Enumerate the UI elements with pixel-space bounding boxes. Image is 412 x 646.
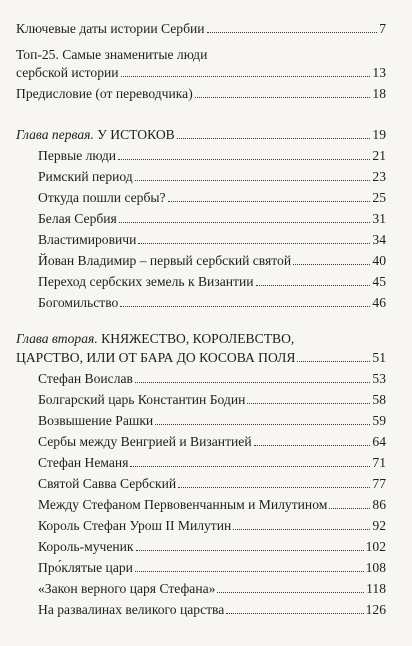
toc-entry-title: Святой Савва Сербский bbox=[38, 476, 177, 491]
chapter-heading bbox=[16, 349, 386, 366]
toc-entry bbox=[16, 64, 386, 81]
toc-entry bbox=[38, 454, 386, 471]
toc-entry-title: Про́клятые цари bbox=[38, 560, 133, 575]
leader-dots bbox=[121, 76, 371, 77]
toc-entry-title: Король-мученик bbox=[38, 539, 134, 554]
chapter-heading-line1 bbox=[16, 330, 294, 347]
toc-entry-title: Возвышение Рашки bbox=[38, 413, 154, 428]
toc-entry-page: 64 bbox=[372, 434, 386, 449]
toc-entry-title: Переход сербских земель к Византии bbox=[38, 274, 254, 289]
toc-entry-page: 77 bbox=[372, 476, 386, 491]
toc-entry-page: 51 bbox=[372, 350, 386, 365]
leader-dots bbox=[256, 285, 371, 286]
toc-entry-page: 21 bbox=[372, 148, 386, 163]
toc-entry-title: Ключевые даты истории Сербии bbox=[16, 21, 205, 36]
leader-dots bbox=[135, 180, 371, 181]
leader-dots bbox=[155, 424, 370, 425]
chapter-label: Глава вторая. bbox=[16, 331, 98, 346]
chapter-label: Глава первая. bbox=[16, 127, 94, 142]
chapter-heading bbox=[16, 126, 386, 143]
chapter-title: ЦАРСТВО, ИЛИ ОТ БАРА ДО КОСОВА ПОЛЯ bbox=[16, 350, 296, 365]
toc-entry-page: 102 bbox=[365, 539, 386, 554]
toc-entry-page: 40 bbox=[372, 253, 386, 268]
leader-dots bbox=[168, 201, 371, 202]
toc-entry-title: Предисловие (от переводчика) bbox=[16, 86, 193, 101]
leader-dots bbox=[233, 529, 370, 530]
leader-dots bbox=[136, 550, 364, 551]
toc-entry-page: 19 bbox=[372, 127, 386, 142]
toc-entry-page: 108 bbox=[365, 560, 386, 575]
toc-entry bbox=[16, 20, 386, 37]
toc-entry-title: Король Стефан Урош II Милутин bbox=[38, 518, 232, 533]
leader-dots bbox=[118, 159, 370, 160]
leader-dots bbox=[217, 592, 364, 593]
toc-entry bbox=[38, 538, 386, 555]
toc-entry bbox=[38, 273, 386, 290]
leader-dots bbox=[120, 306, 370, 307]
leader-dots bbox=[130, 466, 370, 467]
toc-entry-title: Первые люди bbox=[38, 148, 117, 163]
leader-dots bbox=[177, 138, 371, 139]
toc-entry-title: Властимировичи bbox=[38, 232, 137, 247]
toc-entry-page: 92 bbox=[372, 518, 386, 533]
leader-dots bbox=[195, 97, 371, 98]
leader-dots bbox=[178, 487, 370, 488]
toc-entry bbox=[38, 433, 386, 450]
leader-dots bbox=[138, 243, 370, 244]
toc-entry bbox=[38, 231, 386, 248]
toc-entry-page: 58 bbox=[372, 392, 386, 407]
toc-entry-title: Откуда пошли сербы? bbox=[38, 190, 166, 205]
chapter-title: КНЯЖЕСТВО, КОРОЛЕВСТВО, bbox=[101, 331, 295, 346]
toc-entry bbox=[38, 210, 386, 227]
toc-entry-page: 23 bbox=[372, 169, 386, 184]
toc-entry-page: 118 bbox=[366, 581, 386, 596]
leader-dots bbox=[135, 382, 370, 383]
leader-dots bbox=[329, 508, 370, 509]
leader-dots bbox=[135, 571, 364, 572]
toc-entry bbox=[38, 252, 386, 269]
toc-entry-title: сербской истории bbox=[16, 65, 119, 80]
toc-entry-title: Белая Сербия bbox=[38, 211, 117, 226]
toc-entry-title: Болгарский царь Константин Бодин bbox=[38, 392, 246, 407]
toc-entry-title: Богомильство bbox=[38, 295, 119, 310]
leader-dots bbox=[247, 403, 370, 404]
toc-entry bbox=[16, 85, 386, 102]
leader-dots bbox=[297, 361, 370, 362]
toc-entry-title: Стефан Неманя bbox=[38, 455, 129, 470]
toc-entry-page: 31 bbox=[372, 211, 386, 226]
toc-entry bbox=[38, 370, 386, 387]
toc-entry-page: 7 bbox=[379, 21, 386, 36]
toc-entry-page: 45 bbox=[372, 274, 386, 289]
toc-entry bbox=[38, 559, 386, 576]
toc-entry bbox=[38, 517, 386, 534]
toc-entry-page: 13 bbox=[372, 65, 386, 80]
toc-entry-page: 18 bbox=[372, 86, 386, 101]
toc-entry bbox=[38, 391, 386, 408]
toc-entry-page: 71 bbox=[372, 455, 386, 470]
toc-entry-title: «Закон верного царя Стефана» bbox=[38, 581, 216, 596]
toc-entry-title: На развалинах великого царства bbox=[38, 602, 225, 617]
toc-entry bbox=[38, 496, 386, 513]
toc-entry-page: 25 bbox=[372, 190, 386, 205]
toc-entry bbox=[38, 147, 386, 164]
toc-entry-page: 46 bbox=[372, 295, 386, 310]
toc-entry-title: Йован Владимир – первый сербский святой bbox=[38, 253, 292, 268]
chapter-title: У ИСТОКОВ bbox=[97, 127, 175, 142]
toc-entry bbox=[38, 168, 386, 185]
toc-entry bbox=[38, 580, 386, 597]
toc-entry bbox=[38, 601, 386, 618]
leader-dots bbox=[226, 613, 363, 614]
toc-entry-line1: Топ-25. Самые знаменитые люди bbox=[16, 47, 208, 62]
leader-dots bbox=[119, 222, 371, 223]
toc-entry-title: Римский период bbox=[38, 169, 133, 184]
toc-entry bbox=[38, 412, 386, 429]
toc-entry-title: Между Стефаном Первовенчанным и Милутином bbox=[38, 497, 328, 512]
toc-entry-title: Стефан Воислав bbox=[38, 371, 133, 386]
toc-entry-page: 86 bbox=[372, 497, 386, 512]
leader-dots bbox=[254, 445, 371, 446]
toc-entry-title: Сербы между Венгрией и Византией bbox=[38, 434, 252, 449]
toc-entry bbox=[38, 189, 386, 206]
toc-entry-page: 53 bbox=[372, 371, 386, 386]
toc-entry-page: 34 bbox=[372, 232, 386, 247]
leader-dots bbox=[293, 264, 370, 265]
toc-entry-page: 59 bbox=[372, 413, 386, 428]
leader-dots bbox=[207, 32, 378, 33]
toc-entry bbox=[38, 475, 386, 492]
toc-entry-page: 126 bbox=[365, 602, 386, 617]
toc-entry bbox=[38, 294, 386, 311]
